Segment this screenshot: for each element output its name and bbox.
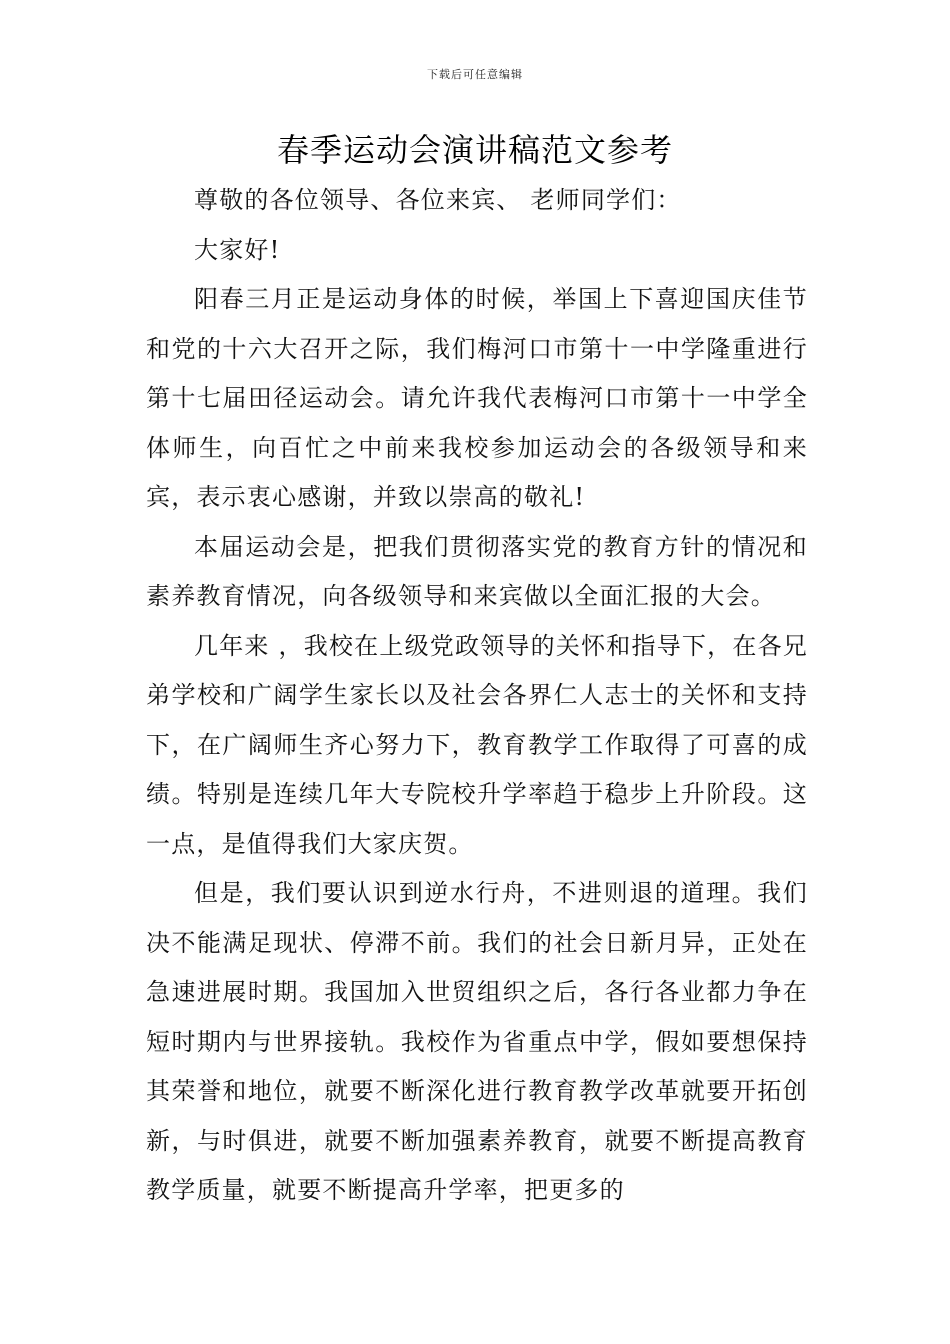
body-paragraph: 但是，我们要认识到逆水行舟，不进则退的道理。我们决不能满足现状、停滞不前。我们的社会日新月异，正处在急速进展时期。我国加入世贸组织之后，各行各业都力争在短时期内与世界接轨。我校作为省重点中学，假如要想保持其荣誉和地位，就要不断深化进行教育教学改革就要开拓创新，与时俱进，就要不断加强素养教育，就要不断提高教育教学质量，就要不断提高升学率，把更多的 [146, 879, 808, 1204]
body-paragraph: 阳春三月正是运动身体的时候，举国上下喜迎国庆佳节和党的十六大召开之际，我们梅河口市第十一中学隆重进行第十七届田径运动会。请允许我代表梅河口市第十一中学全体师生，向百忙之中前来我校参加运动会的各级领导和来宾，表示衷心感谢，并致以崇高的敬礼! [146, 285, 808, 511]
header-note: 下载后可任意编辑 [427, 68, 523, 81]
salutation-paragraph: 尊敬的各位领导、各位来宾、 老师同学们： [194, 186, 682, 214]
body-paragraph: 本届运动会是，把我们贯彻落实党的教育方针的情况和素养教育情况，向各级领导和来宾做以全面汇报的大会。 [146, 532, 808, 610]
greeting-paragraph: 大家好! [194, 235, 281, 264]
document-title: 春季运动会演讲稿范文参考 [276, 131, 673, 169]
body-paragraph: 几年来 ，我校在上级党政领导的关怀和指导下，在各兄弟学校和广阔学生家长以及社会各界仁人志士的关怀和支持下，在广阔师生齐心努力下，教育教学工作取得了可喜的成绩。特别是连续几年大专院校升学率趋于稳步上升阶段。这一点，是值得我们大家庆贺。 [146, 631, 808, 858]
document-body [146, 176, 808, 1216]
